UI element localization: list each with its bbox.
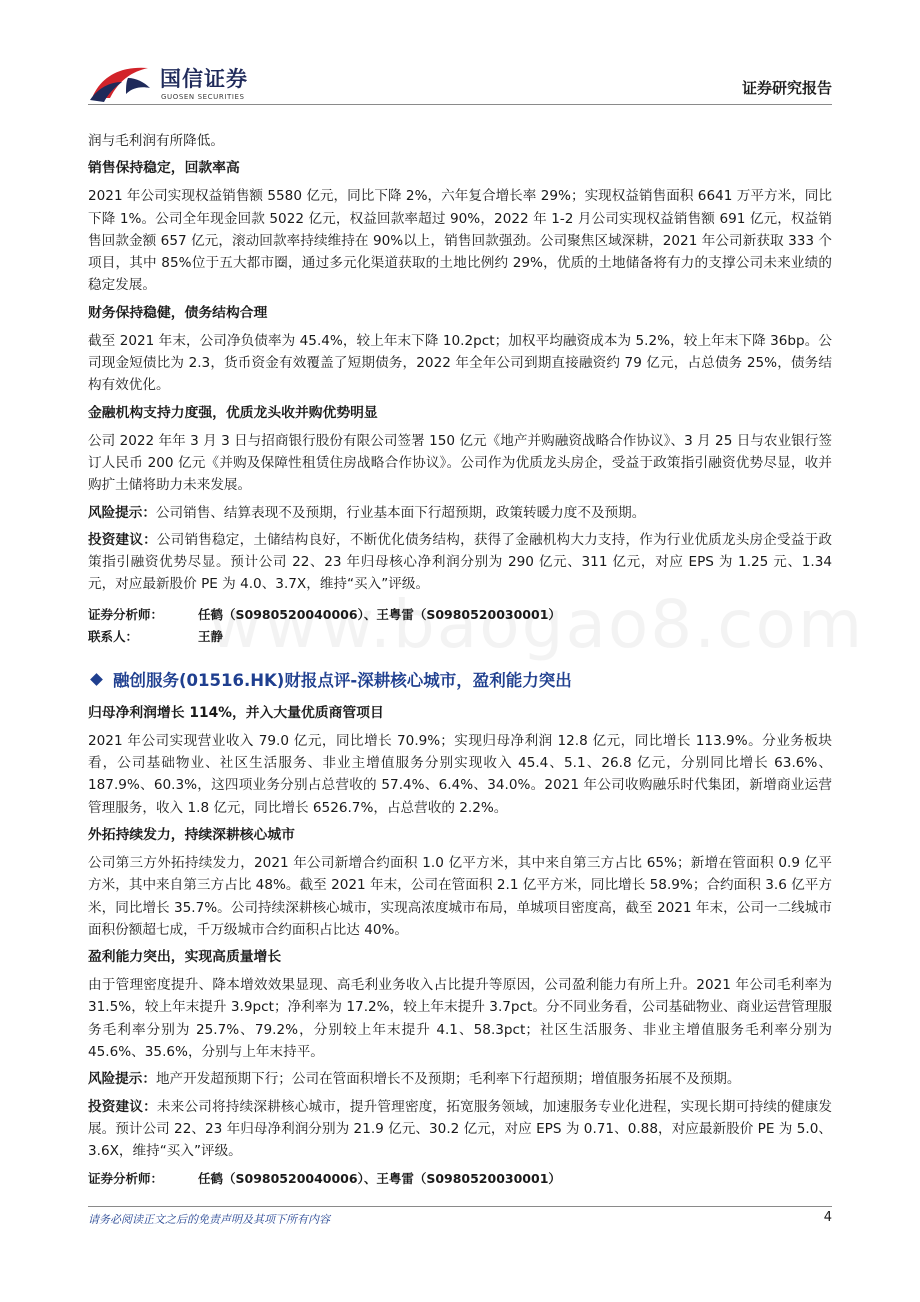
logo-text-cn: 国信证券: [160, 67, 248, 91]
page-header: [0, 0, 920, 104]
header-divider: [88, 104, 832, 105]
report-body: [88, 130, 832, 1190]
section-title-text: 融创服务(01516.HK)财报点评-深耕核心城市，盈利能力突出: [113, 670, 572, 690]
risk-text: 公司销售、结算表现不及预期，行业基本面下行超预期，政策转暖力度不及预期。: [155, 504, 646, 521]
subheading: 销售保持稳定，回款率高: [88, 160, 240, 177]
analyst-names: 任鹤（S0980520040006）、王粤雷（S0980520030001）: [198, 606, 561, 622]
risk-text: 地产开发超预期下行；公司在管面积增长不及预期；毛利率下行超预期；增值服务拓展不及预期。: [155, 1071, 741, 1088]
subheading: 外拓持续发力，持续深耕核心城市: [88, 826, 295, 843]
section-title: [88, 668, 832, 694]
subheading: 归母净利润增长 114%，并入大量优质商管项目: [88, 704, 384, 721]
paragraph: 由于管理密度提升、降本增效效果显现、高毛利业务收入占比提升等原因，公司盈利能力有所上升。2021 年公司毛利率为 31.5%，较上年末提升 3.9pct；净利率为 17.2%，较上年末提升 3.7pct。分不同业务看，公司基础物业、商业运营管理服务毛利率分别为 25.7%、79.2%，分别较上年末提升 4.1、58.3pct；社区生活服务、非业主增值服务毛利率分别为 45.6%、35.6%，分别与上年末持平。: [88, 977, 832, 1061]
analyst-line: [88, 1168, 832, 1190]
analyst-names: 任鹤（S0980520040006）、王粤雷（S0980520030001）: [198, 1170, 561, 1186]
page-number: 4: [823, 1210, 832, 1225]
paragraph: 公司第三方外拓持续发力，2021 年公司新增合约面积 1.0 亿平方米，其中来自第三方占比 65%；新增在管面积 0.9 亿平方米，其中来自第三方占比 48%。截至 2021 年末，公司在管面积 2.1 亿平方米，同比增长 58.9%；合约面积 3.6 亿平方米，同比增长 35.7%。公司持续深耕核心城市，实现高浓度城市布局，单城项目密度高，截至 2021 年末，公司一二线城市面积份额超七成，千万级城市合约面积占比达 40%。: [88, 854, 832, 938]
risk-paragraph: [88, 502, 832, 524]
paragraph: 公司 2022 年年 3 月 3 日与招商银行股份有限公司签署 150 亿元《地产并购融资战略合作协议》、3 月 25 日与农业银行签订人民币 200 亿元《并购及保障性租赁住房战略合作协议》。公司作为优质龙头房企，受益于政策指引融资优势尽显，收并购扩土储将助力未来发展。: [88, 432, 832, 494]
risk-label: 风险提示：: [88, 1071, 156, 1088]
paragraph: 截至 2021 年末，公司净负债率为 45.4%，较上年末下降 10.2pct；加权平均融资成本为 5.2%，较上年末下降 36bp。公司现金短债比为 2.3，货币资金有效覆盖了短期债务，2022 年全年公司到期直接融资约 79 亿元，占总债务 25%，债务结构有效优化。: [88, 332, 832, 394]
contact-label: 联系人：: [88, 628, 139, 644]
subheading: 金融机构支持力度强，优质龙头收并购优势明显: [88, 404, 378, 421]
risk-label: 风险提示：: [88, 504, 156, 521]
investment-label: 投资建议：: [88, 1098, 157, 1115]
investment-paragraph: [88, 1096, 832, 1163]
risk-paragraph: [88, 1068, 832, 1090]
analyst-label: 证券分析师：: [88, 1170, 164, 1186]
analyst-label: 证券分析师：: [88, 606, 164, 622]
paragraph: 2021 年公司实现权益销售额 5580 亿元，同比下降 2%，六年复合增长率 29%；实现权益销售面积 6641 万平方米，同比下降 1%。公司全年现金回款 5022 亿元，权益回款率超过 90%，2022 年 1-2 月公司实现权益销售额 691 亿元，权益销售回款金额 657 亿元，滚动回款率持续维持在 90%以上，销售回款强劲。公司聚焦区域深耕，2021 年公司新获取 333 个项目，其中 85%位于五大都市圈，通过多元化渠道获取的土地比例约 29%，优质的土地储备将有力的支撑公司未来业绩的稳定发展。: [88, 188, 832, 294]
logo-text-en: GUOSEN SECURITIES: [161, 93, 245, 101]
subheading: 盈利能力突出，实现高质量增长: [88, 949, 282, 966]
analyst-line: [88, 604, 832, 626]
contact-line: [88, 626, 832, 648]
subheading: 财务保持稳健，债务结构合理: [88, 304, 268, 321]
report-type-label: 证券研究报告: [741, 79, 832, 97]
footer-disclaimer: 请务必阅读正文之后的免责声明及其项下所有内容: [88, 1213, 330, 1226]
investment-text: 未来公司将持续深耕核心城市，提升管理密度，拓宽服务领域，加速服务专业化进程，实现长期可持续的健康发展。预计公司 22、23 年归母净利润分别为 21.9 亿元、30.2 亿元，对应 EPS 为 0.71、0.88，对应最新股价 PE 为 5.0、3.6X，维持“买入”评级。: [88, 1098, 832, 1160]
investment-label: 投资建议：: [88, 531, 157, 548]
contact-name: 王静: [198, 628, 224, 644]
footer-divider: [88, 1206, 832, 1207]
paragraph: 润与毛利润有所降低。: [88, 133, 224, 149]
diamond-bullet-icon: [90, 673, 103, 686]
paragraph: 2021 年公司实现营业收入 79.0 亿元，同比增长 70.9%；实现归母净利润 12.8 亿元，同比增长 113.9%。分业务板块看，公司基础物业、社区生活服务、非业主增值服务分别实现收入 45.4、5.1、26.8 亿元，分别同比增长 63.6%、187.9%、60.3%，这四项业务分别占总营收的 57.4%、6.4%、34.0%。2021 年公司收购融乐时代集团，新增商业运营管理服务，收入 1.8 亿元，同比增长 6526.7%，占总营收的 2.2%。: [88, 732, 832, 816]
investment-paragraph: [88, 529, 832, 596]
guosen-logo-icon: [88, 60, 152, 104]
investment-text: 公司销售稳定，土储结构良好，不断优化债务结构，获得了金融机构大力支持，作为行业优质龙头房企受益于政策指引融资优势尽显。预计公司 22、23 年归母核心净利润分别为 290 亿元、311 亿元，对应 EPS 为 1.25 元、1.34 元，对应最新股价 PE 为 4.0、3.7X，维持“买入”评级。: [88, 531, 832, 593]
